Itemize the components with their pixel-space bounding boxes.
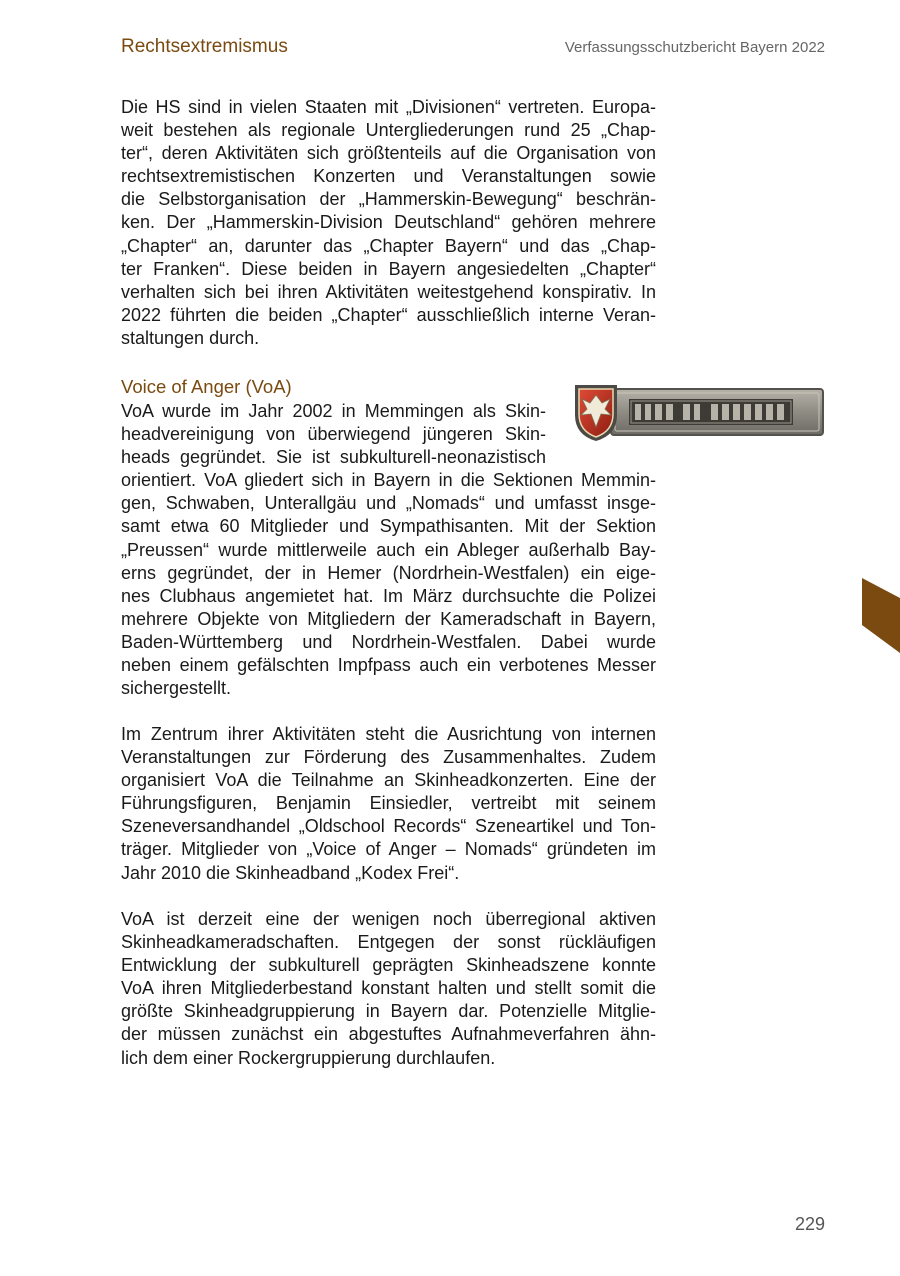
text-line: „Chapter“ an, darunter das „Chapter Bayern“ und das „Chap-	[121, 235, 656, 256]
text-line: rechtsextremistischen Konzerten und Veranstaltungen sowie	[121, 166, 656, 187]
text-line: sichergestellt.	[121, 678, 232, 699]
text-line: VoA wurde im Jahr 2002 in Memmingen als Skin-	[121, 401, 546, 421]
text-line: ter“, deren Aktivitäten sich größtenteils auf die Organisation von	[121, 143, 656, 164]
paragraph-voa-status	[121, 908, 656, 1070]
text-line: VoA ihren Mitgliederbestand konstant halten und stellt somit die	[121, 978, 656, 999]
text-line: „Preussen“ wurde mittlerweile auch ein Ableger außerhalb Bay-	[121, 539, 656, 560]
paragraph-hammerskins	[121, 96, 656, 350]
text-line: 2022 führten die beiden „Chapter“ ausschließlich interne Veran-	[121, 304, 656, 325]
text-line: der müssen zunächst ein abgestuftes Aufnahmeverfahren ähn-	[121, 1024, 656, 1045]
text-line: neben einem gefälschten Impfpass auch ein verbotenes Messer	[121, 655, 656, 676]
text-line: heads gegründet. Sie ist subkulturell-neonazistisch	[121, 447, 546, 468]
text-line: samt etwa 60 Mitglieder und Sympathisanten. Mit der Sektion	[121, 516, 656, 537]
text-line: lich dem einer Rockergruppierung durchlaufen.	[121, 1047, 496, 1068]
text-line: Führungsfiguren, Benjamin Einsiedler, vertreibt mit seinem	[121, 793, 656, 814]
section-header: Rechtsextremismus	[121, 36, 288, 57]
text-line: Skinheadkameradschaften. Entgegen der sonst rückläufigen	[121, 932, 656, 953]
text-line: Die HS sind in vielen Staaten mit „Divisionen“ vertreten. Europa-	[121, 97, 656, 117]
text-line: gen, Schwaben, Unterallgäu und „Nomads“ und umfasst insge-	[121, 493, 656, 514]
page-number: 229	[794, 1214, 825, 1234]
text-line: Im Zentrum ihrer Aktivitäten steht die Ausrichtung von internen	[121, 724, 656, 744]
text-line: Jahr 2010 die Skinheadband „Kodex Frei“.	[121, 862, 460, 883]
text-line: erns gegründet, der in Hemer (Nordrhein-Westfalen) ein eige-	[121, 562, 656, 583]
text-line: die Selbstorganisation der „Hammerskin-Bewegung“ beschrän-	[121, 189, 656, 210]
text-line: träger. Mitglieder von „Voice of Anger – Nomads“ gründeten im	[121, 839, 656, 860]
text-line: Szeneversandhandel „Oldschool Records“ Szeneartikel und Ton-	[121, 816, 656, 837]
text-line: staltungen durch.	[121, 327, 260, 348]
text-line: VoA ist derzeit eine der wenigen noch überregional aktiven	[121, 909, 656, 929]
section-heading: Voice of Anger (VoA)	[121, 376, 292, 397]
text-line: weit bestehen als regionale Untergliederungen rund 25 „Chap-	[121, 120, 656, 141]
text-line: organisiert VoA die Teilnahme an Skinheadkonzerten. Eine der	[121, 770, 656, 791]
chapter-tab-marker	[862, 578, 900, 653]
text-line: ter Franken“. Diese beiden in Bayern angesiedelten „Chapter“	[121, 258, 656, 279]
text-line: verhalten sich bei ihren Aktivitäten weitestgehend konspirativ. In	[121, 281, 656, 302]
text-line: mehrere Objekte von Mitgliedern der Kameradschaft in Bayern,	[121, 608, 656, 629]
publication-title: Verfassungsschutzbericht Bayern 2022	[564, 39, 825, 56]
text-line: nes Clubhaus angemietet hat. Im März durchsuchte die Polizei	[121, 585, 656, 606]
text-line: größte Skinheadgruppierung in Bayern dar. Potenzielle Mitglie-	[121, 1001, 656, 1022]
text-line: Entwicklung der subkulturell geprägten Skinheadszene konnte	[121, 955, 656, 976]
paragraph-voa-intro	[121, 400, 656, 700]
text-line: Veranstaltungen zur Förderung des Zusammenhaltes. Zudem	[121, 747, 656, 768]
text-line: ken. Der „Hammerskin-Division Deutschland“ gehören mehrere	[121, 212, 656, 233]
text-line: Baden-Württemberg und Nordrhein-Westfalen. Dabei wurde	[121, 631, 656, 652]
text-line: headvereinigung von überwiegend jüngeren Skin-	[121, 424, 546, 445]
text-line: orientiert. VoA gliedert sich in Bayern in die Sektionen Memmin-	[121, 470, 656, 491]
paragraph-voa-activities	[121, 723, 656, 885]
